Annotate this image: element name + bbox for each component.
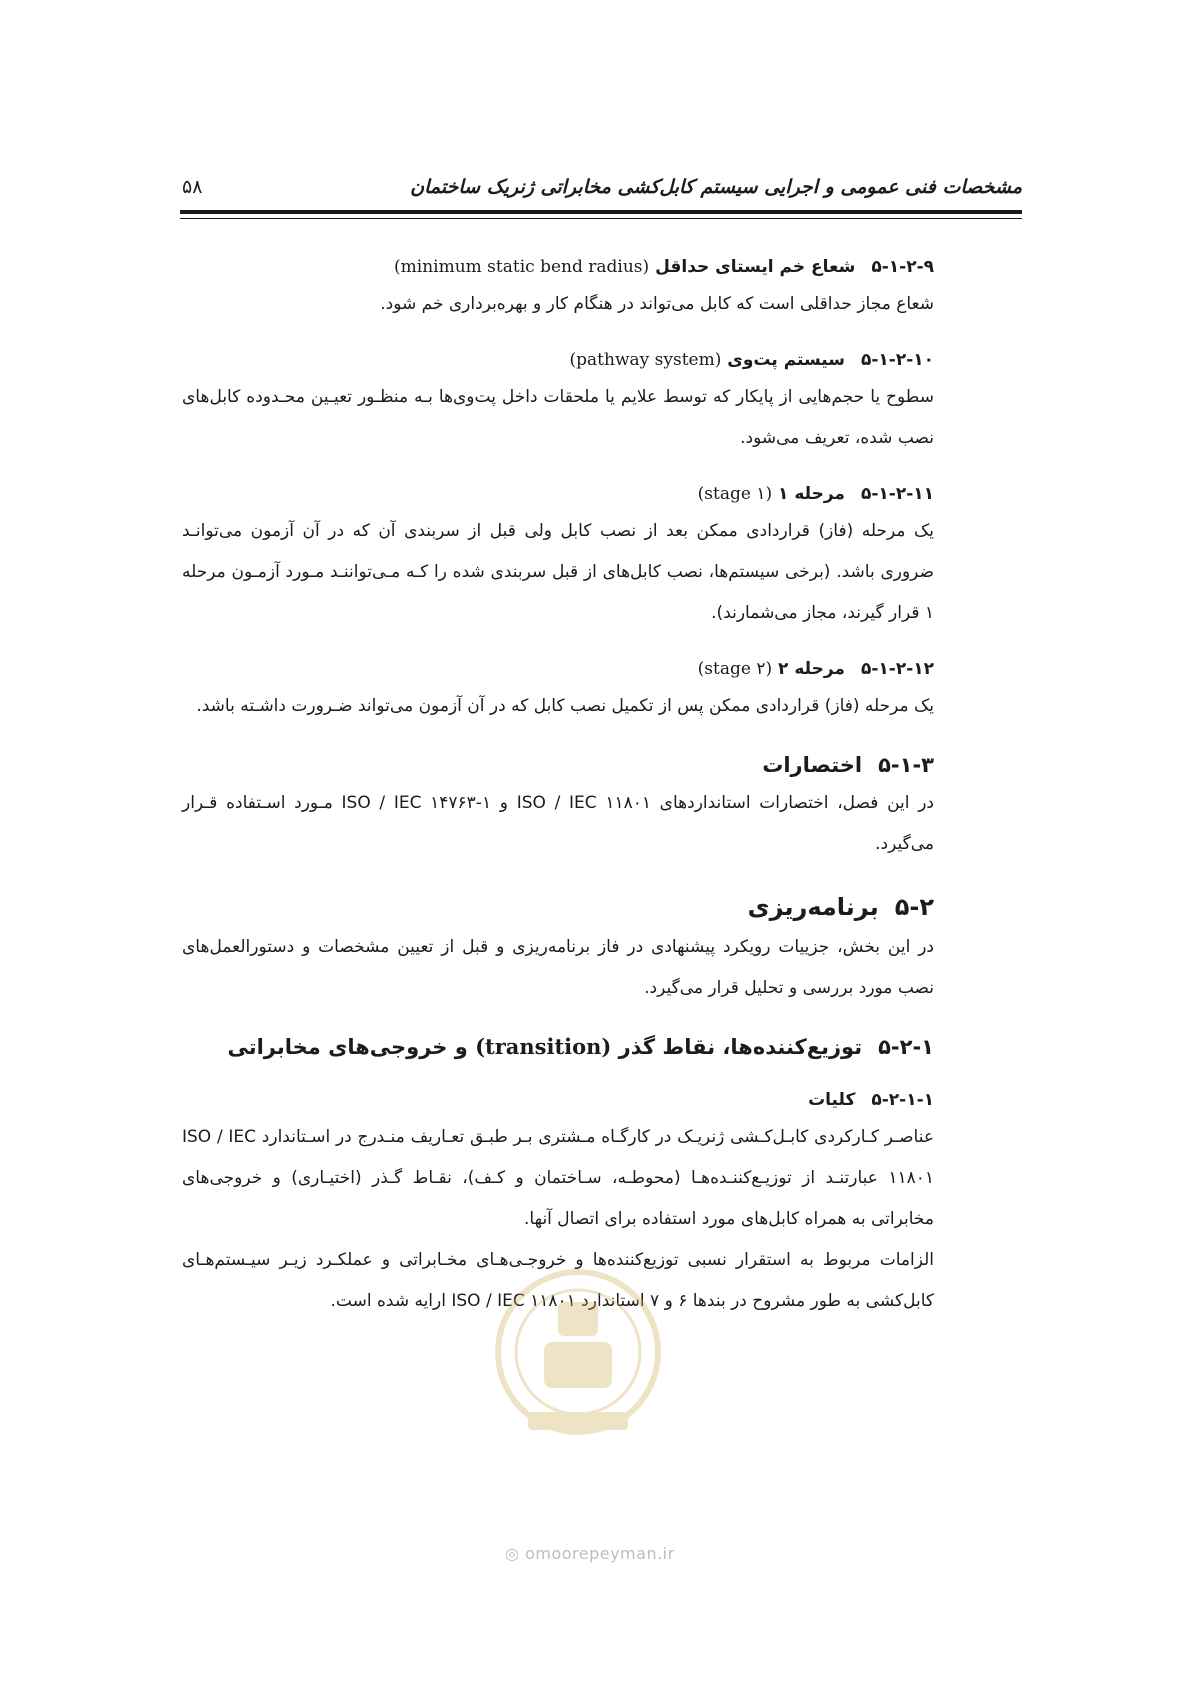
section-number: ۵-۱-۲-۱۰ [860, 350, 934, 370]
publisher-seal-watermark [488, 1262, 668, 1462]
document-body [182, 250, 1022, 1322]
section-heading [182, 652, 934, 686]
section-number: ۵-۱-۲-۹ [871, 257, 934, 277]
section-title: توزیع‌کننده‌ها، نقاط گذر [618, 1035, 863, 1059]
section-title: سیستم پت‌وی [727, 350, 845, 370]
body-paragraph: الزامات مربوط به استقرار نسبی توزیع‌کننده‌ها و خروجـی‌هـای مخـابراتی و عملکـرد زیـر سیـستم‌هـای کابل‌کشی به طور مشروح در بندها ۶ و ۷ استاندارد ISO / IEC ۱۱۸۰۱ ارایه شده است. [182, 1250, 934, 1311]
section-number: ۵-۲-۱-۱ [871, 1090, 934, 1110]
section-heading [182, 747, 934, 783]
section-heading [182, 1083, 934, 1117]
section-title: برنامه‌ریزی [747, 893, 879, 921]
section-number: ۵-۲ [894, 893, 934, 921]
section-number: ۵-۲-۱ [878, 1035, 934, 1059]
running-header [182, 176, 1022, 200]
section-english-term: (stage ۱) [697, 484, 773, 504]
section-english-term: (stage ۲) [697, 659, 773, 679]
section-title: مرحله ۱ [778, 484, 845, 504]
section-heading [182, 1029, 934, 1065]
section-title: اختصارات [762, 753, 863, 777]
watermark-logo-icon: ◎ [505, 1544, 520, 1563]
header-rule-thin [180, 218, 1022, 219]
body-paragraph: سطوح یا حجم‌هایی از پایکار که توسط علایم یا ملحقات داخل پت‌وی‌ها بـه منظـور تعیـین محـدوده کابل‌های نصب شده، تعریف می‌شود. [182, 387, 934, 448]
section-title: کلیات [808, 1090, 856, 1110]
body-paragraph: یک مرحله (فاز) قراردادی ممکن بعد از نصب کابل ولی قبل از سربندی آن که در آن آزمون می‌توانـد ضروری باشد. (برخی سیستم‌ها، نصب کابل‌های از قبل سربندی شده را کـه مـی‌تواننـد مـورد آزمـون مرحله ۱ قرار گیرند، مجاز می‌شمارند). [182, 521, 934, 623]
section-title-continued: و خروجی‌های مخابراتی [227, 1035, 468, 1059]
section-number: ۵-۱-۲-۱۲ [860, 659, 934, 679]
body-paragraph: در این فصل، اختصارات استانداردهای ISO / IEC ۱۱۸۰۱ و ISO / IEC ۱۴۷۶۳-۱ مـورد اسـتفاده قـرار می‌گیرد. [182, 793, 934, 854]
section-english-term: (pathway system) [569, 350, 722, 370]
section-heading [182, 343, 934, 377]
section-number: ۵-۱-۳ [878, 753, 934, 777]
body-paragraph: یک مرحله (فاز) قراردادی ممکن پس از تکمیل نصب کابل که در آن آزمون می‌تواند ضـرورت داشـته باشد. [196, 696, 934, 716]
section-title: مرحله ۲ [778, 659, 845, 679]
body-paragraph: عناصـر کـارکردی کابـل‌کـشی ژنریـک در کارگـاه مـشتری بـر طبـق تعـاریف منـدرج در اسـتاندارد ISO / IEC ۱۱۸۰۱ عبارتنـد از توزیـع‌کننـده‌هـا (محوطـه، سـاختمان و کـف)، نقـاط گـذر (اختیـاری) و خروجی‌های مخابراتی به همراه کابل‌های مورد استفاده برای اتصال آنها. [182, 1127, 934, 1229]
body-paragraph: شعاع مجاز حداقلی است که کابل می‌تواند در هنگام کار و بهره‌برداری خم شود. [380, 294, 934, 314]
header-rule-thick [180, 210, 1022, 214]
body-paragraph: در این بخش، جزییات رویکرد پیشنهادی در فاز برنامه‌ریزی و قبل از تعیین مشخصات و دستورالعمل‌های نصب مورد بررسی و تحلیل قرار می‌گیرد. [182, 937, 934, 998]
section-english-term: (transition) [475, 1034, 612, 1059]
watermark-url: ◎ omoorepeyman.ir [505, 1544, 675, 1563]
section-heading [182, 477, 934, 511]
section-english-term: (minimum static bend radius) [394, 257, 650, 277]
section-heading [182, 887, 934, 927]
section-number: ۵-۱-۲-۱۱ [860, 484, 934, 504]
section-title: شعاع خم ایستای حداقل [655, 257, 856, 277]
section-heading [182, 250, 934, 284]
page-number: ۵۸ [182, 176, 203, 198]
running-header-title: مشخصات فنی عمومی و اجرایی سیستم کابل‌کشی مخابراتی ژنریک ساختمان [410, 176, 1022, 198]
